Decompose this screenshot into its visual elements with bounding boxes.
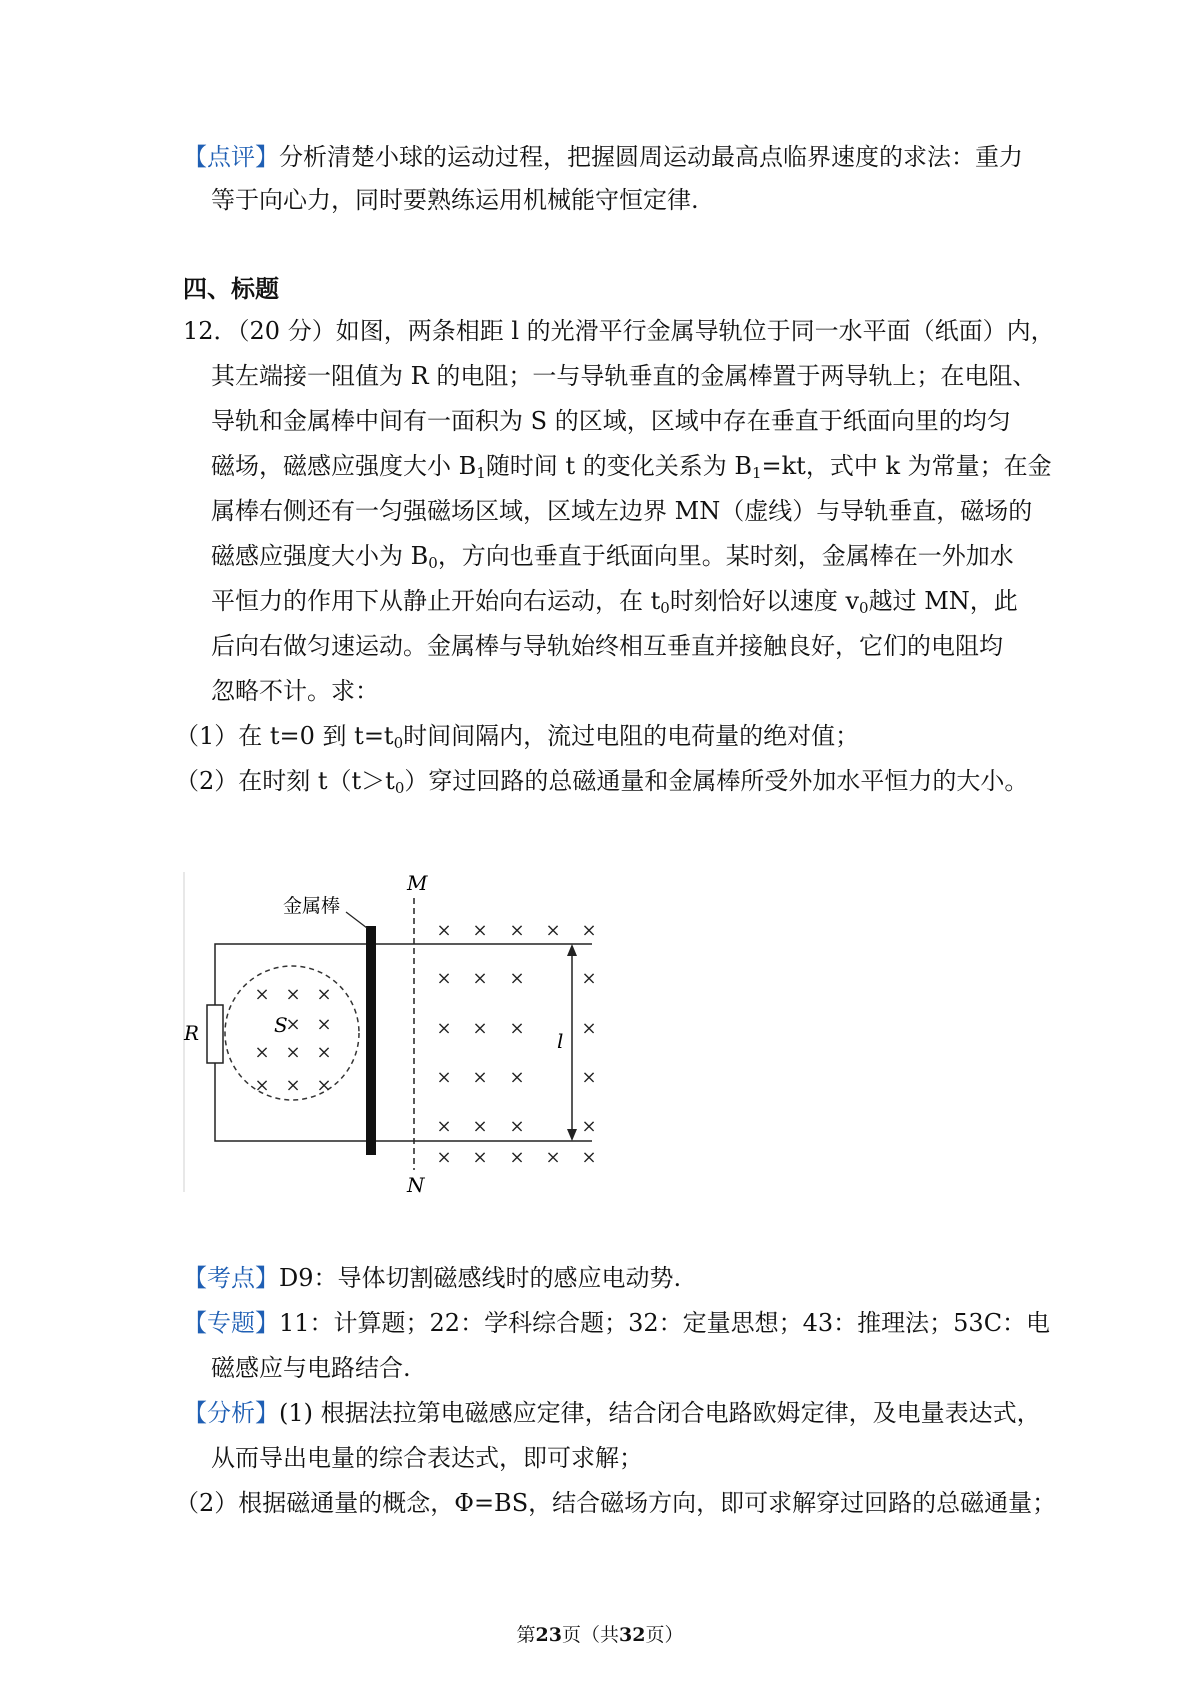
problem-line-3: 导轨和金属棒中间有一面积为 S 的区域，区域中存在垂直于纸面向里的均匀	[211, 407, 1011, 435]
review-line-1: 【点评】分析清楚小球的运动过程，把握圆周运动最高点临界速度的求法：重力	[183, 143, 1023, 171]
field-mark-S: ×	[254, 984, 270, 1005]
review-line-2: 等于向心力，同时要熟练运用机械能守恒定律.	[211, 186, 699, 214]
field-mark-right: ×	[436, 968, 452, 989]
field-mark-right: ×	[509, 920, 525, 941]
zhuanti-tag: 【专题】	[183, 1309, 279, 1337]
field-mark-S: ×	[316, 1042, 332, 1063]
field-mark-right: ×	[472, 1147, 488, 1168]
arrow-head-bottom	[567, 1129, 577, 1141]
field-mark-S: ×	[254, 1042, 270, 1063]
field-mark-right: ×	[472, 1018, 488, 1039]
zhuanti-line-1: 【专题】11：计算题；22：学科综合题；32：定量思想；43：推理法；53C：电	[183, 1309, 1051, 1337]
label-l: l	[557, 1029, 564, 1053]
rail-outline	[215, 944, 592, 1141]
field-mark-S: ×	[285, 1042, 301, 1063]
field-mark-right: ×	[581, 1147, 597, 1168]
field-mark-S: ×	[285, 1075, 301, 1096]
field-mark-right: ×	[472, 920, 488, 941]
fenxi-tag: 【分析】	[183, 1399, 279, 1427]
rod-leader-line	[346, 912, 367, 928]
review-tag: 【点评】	[183, 143, 279, 171]
question-2: （2）在时刻 $t(t>t_0)$穿过回路的总磁通量和金属棒所受外加水平恒力的大小。	[175, 767, 1029, 797]
field-mark-right: ×	[509, 1116, 525, 1137]
problem-line-7: 平恒力的作用下从静止开始向右运动，在 $t_0$时刻恰好以速度 $v_0$越过 MN，此	[211, 587, 1018, 617]
field-mark-right: ×	[509, 1067, 525, 1088]
label-S: S	[274, 1013, 288, 1037]
field-mark-right: ×	[436, 920, 452, 941]
field-mark-right: ×	[436, 1116, 452, 1137]
problem-line-8: 后向右做匀速运动。金属棒与导轨始终相互垂直并接触良好，它们的电阻均	[211, 632, 1003, 660]
field-mark-right: ×	[436, 1067, 452, 1088]
field-mark-S: ×	[254, 1075, 270, 1096]
resistor	[207, 1005, 223, 1063]
fenxi-line-2: 从而导出电量的综合表达式，即可求解；	[211, 1444, 643, 1472]
problem-line-4: 磁场，磁感应强度大小 $B_1$随时间 t 的变化关系为 $B_1=kt$，式中 k 为常量；在金	[211, 452, 1052, 482]
section-title: 四、标题	[183, 274, 279, 303]
field-mark-S: ×	[285, 984, 301, 1005]
field-mark-S: ×	[316, 1075, 332, 1096]
field-mark-right: ×	[472, 968, 488, 989]
field-mark-right: ×	[545, 1147, 561, 1168]
field-mark-right: ×	[472, 1067, 488, 1088]
field-mark-right: ×	[436, 1018, 452, 1039]
field-mark-right: ×	[581, 920, 597, 941]
kaodian-tag: 【考点】	[183, 1264, 279, 1292]
label-N: N	[407, 1173, 425, 1197]
field-marks	[254, 920, 596, 1168]
fenxi-line-3: （2）根据磁通量的概念，Φ=BS，结合磁场方向，即可求解穿过回路的总磁通量；	[175, 1489, 1057, 1517]
label-M: M	[407, 871, 428, 895]
field-mark-right: ×	[581, 1116, 597, 1137]
label-rod: 金属棒	[283, 895, 341, 917]
problem-line-9: 忽略不计。求：	[211, 677, 379, 705]
field-mark-S: ×	[316, 984, 332, 1005]
label-R: R	[184, 1021, 200, 1045]
field-mark-right: ×	[509, 1147, 525, 1168]
question-1: （1）在 t=0 到 $t=t_0$时间间隔内，流过电阻的电荷量的绝对值；	[175, 722, 860, 752]
field-mark-S: ×	[285, 1014, 301, 1035]
field-mark-right: ×	[509, 968, 525, 989]
zhuanti-line-2: 磁感应与电路结合.	[211, 1354, 411, 1382]
problem-line-5: 属棒右侧还有一匀强磁场区域，区域左边界 MN（虚线）与导轨垂直，磁场的	[211, 497, 1033, 525]
field-mark-right: ×	[545, 920, 561, 941]
page-number: 23	[535, 1624, 562, 1646]
page-total: 32	[619, 1624, 646, 1646]
field-mark-right: ×	[581, 1067, 597, 1088]
field-mark-right: ×	[581, 1018, 597, 1039]
problem-line-6: 磁感应强度大小为 $B_0$，方向也垂直于纸面向里。某时刻，金属棒在一外加水	[211, 542, 1014, 572]
metal-rod	[366, 926, 376, 1155]
problem-line-2: 其左端接一阻值为 R 的电阻；一与导轨垂直的金属棒置于两导轨上；在电阻、	[211, 362, 1037, 390]
kaodian-line: 【考点】D9：导体切割磁感线时的感应电动势.	[183, 1264, 682, 1292]
field-mark-right: ×	[581, 968, 597, 989]
fenxi-line-1: 【分析】(1) 根据法拉第电磁感应定律，结合闭合电路欧姆定律，及电量表达式，	[183, 1399, 1041, 1427]
field-mark-S: ×	[316, 1014, 332, 1035]
arrow-head-top	[567, 944, 577, 956]
field-mark-right: ×	[436, 1147, 452, 1168]
page-footer: 第23页（共32页）	[516, 1624, 684, 1646]
field-mark-right: ×	[472, 1116, 488, 1137]
problem-line-1: 12．（20 分）如图，两条相距 l 的光滑平行金属导轨位于同一水平面（纸面）内，	[183, 317, 1055, 345]
field-mark-right: ×	[509, 1018, 525, 1039]
